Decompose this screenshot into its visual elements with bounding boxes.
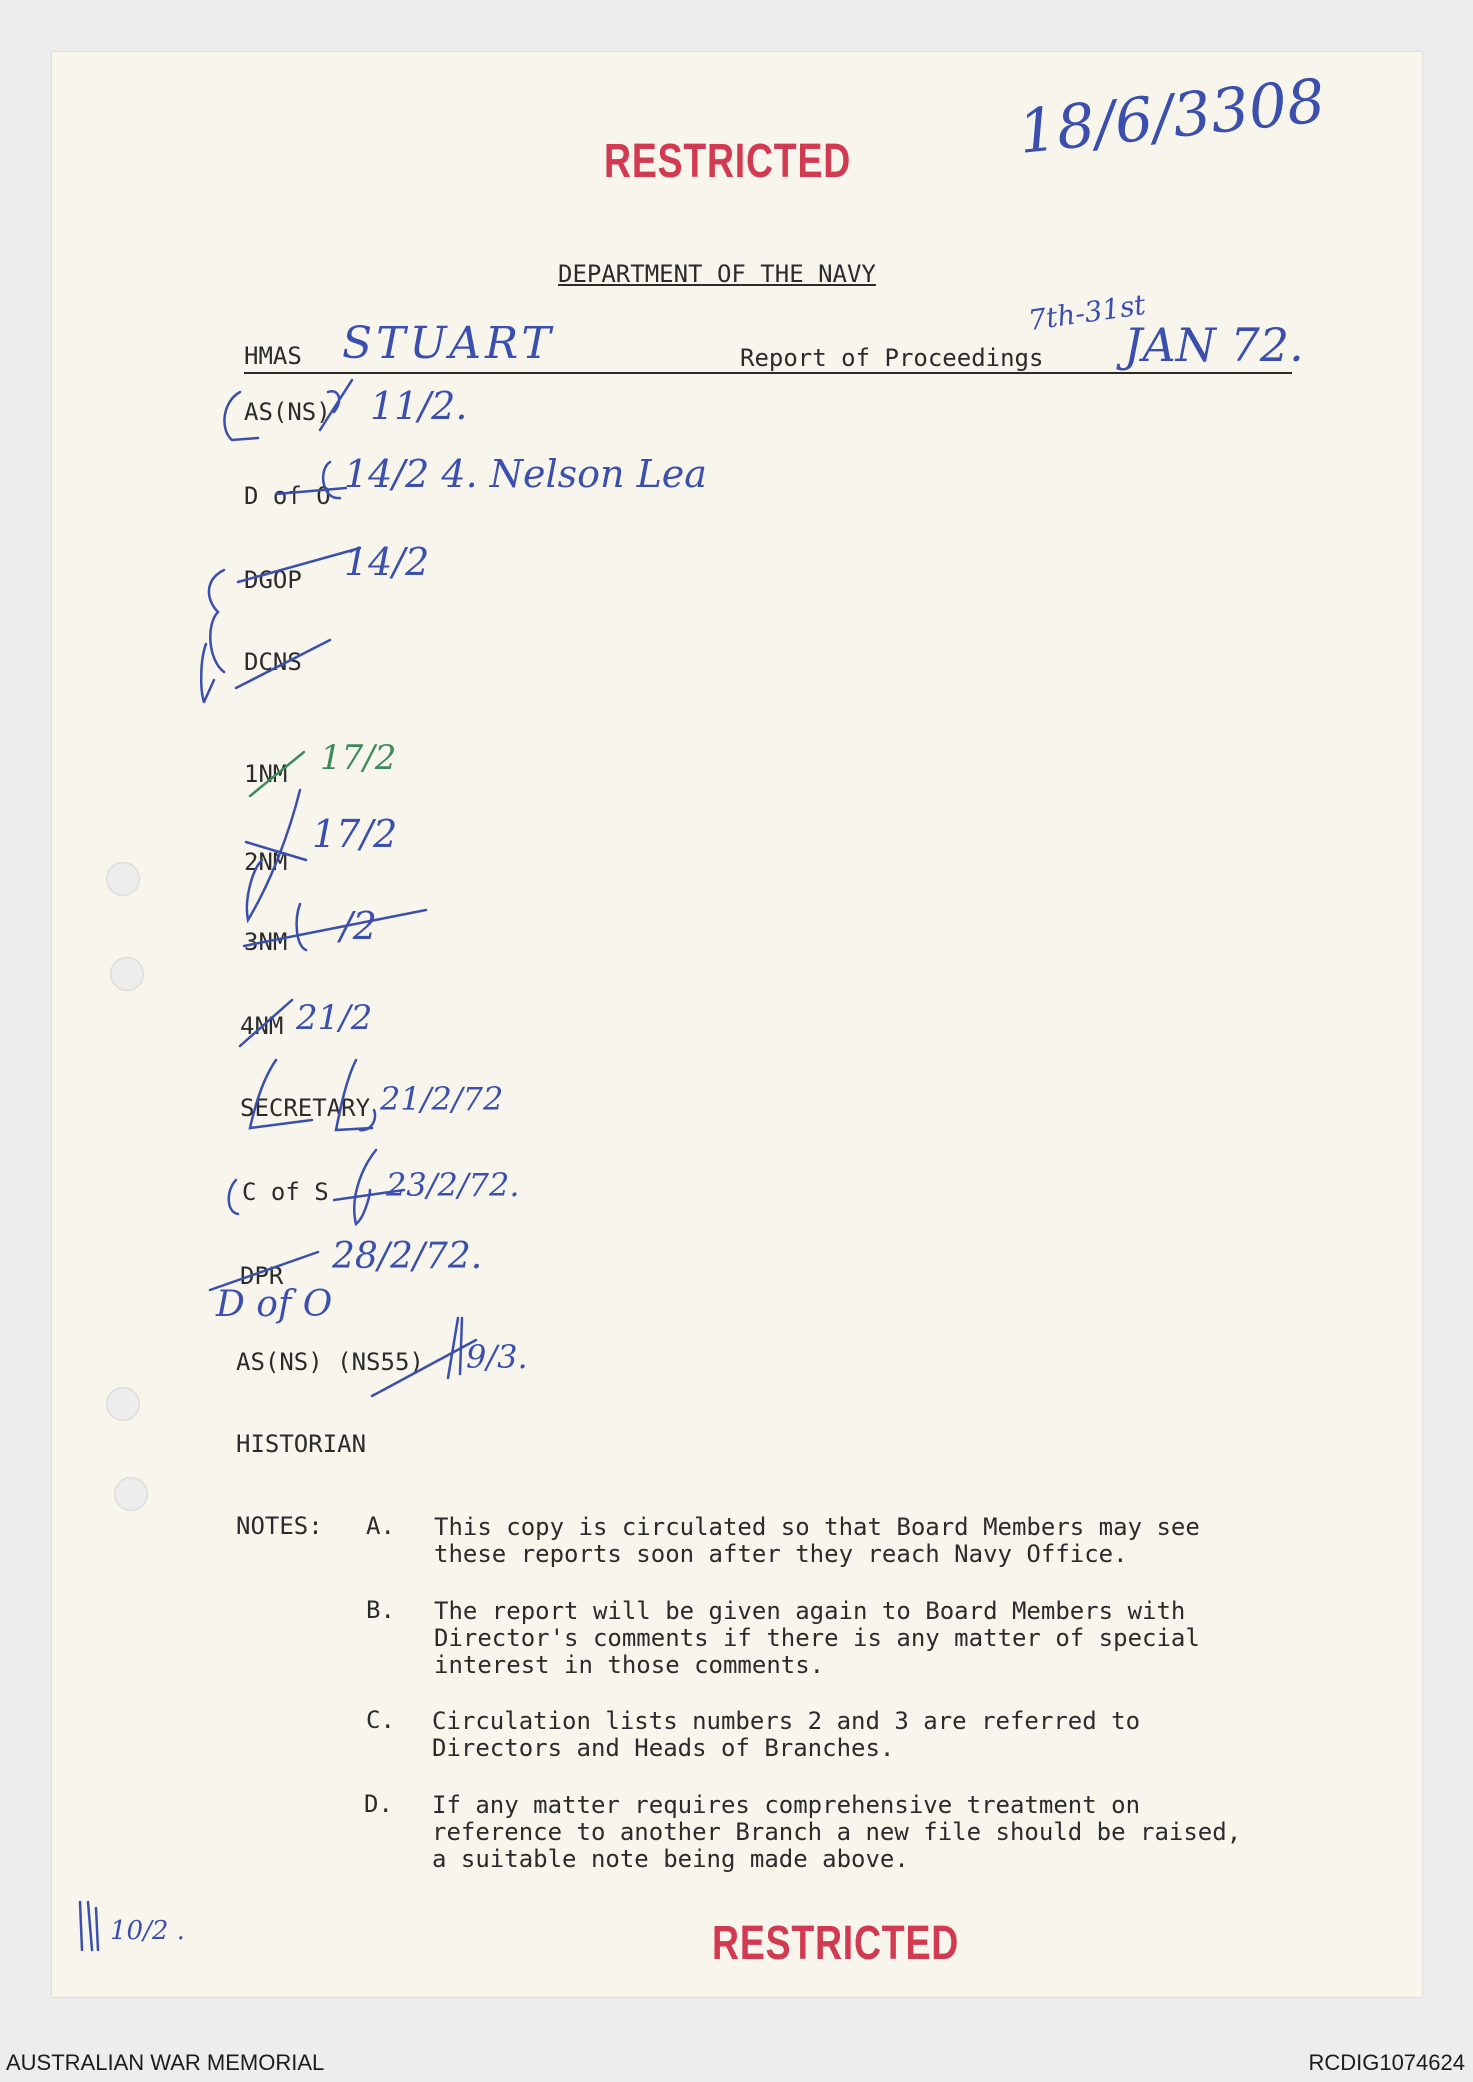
hmas-label: HMAS xyxy=(244,342,302,370)
routing-annotation: 11/2. xyxy=(370,384,468,428)
routing-label: D of O xyxy=(244,482,331,510)
routing-label: 3NM xyxy=(244,928,288,956)
archive-caption-right: RCDIG1074624 xyxy=(1308,2050,1465,2075)
notes-label: NOTES: xyxy=(236,1512,323,1540)
routing-label: SECRETARY xyxy=(240,1094,371,1122)
routing-annotation: 17/2 xyxy=(320,738,397,778)
routing-label: AS(NS) xyxy=(244,398,331,426)
routing-label: C of S xyxy=(242,1178,329,1206)
routing-label: AS(NS) (NS55) xyxy=(236,1348,424,1376)
routing-annotation: 28/2/72. xyxy=(332,1236,483,1277)
routing-annotation: 21/2 xyxy=(296,998,373,1038)
restricted-stamp-top: RESTRICTED xyxy=(604,135,852,188)
note-letter: B. xyxy=(366,1596,395,1624)
routing-label: 4NM xyxy=(240,1012,284,1040)
ship-name: STUART xyxy=(342,318,555,369)
routing-label: DCNS xyxy=(244,648,302,676)
routing-annotation: 17/2 xyxy=(312,812,398,856)
note-text: If any matter requires comprehensive treatment on reference to another Branch a new file should be raised, a suitable note being made above. xyxy=(432,1791,1242,1873)
report-period: JAN 72. xyxy=(1124,318,1304,372)
archive-caption-left: AUSTRALIAN WAR MEMORIAL xyxy=(6,2050,325,2075)
handwritten-d-of-o: D of O xyxy=(216,1284,333,1325)
note-letter: C. xyxy=(366,1706,395,1734)
routing-annotation: 14/2 4. Nelson Lea xyxy=(344,452,707,496)
note-letter: A. xyxy=(366,1512,395,1540)
routing-label: DPR xyxy=(240,1262,284,1290)
note-text: Circulation lists numbers 2 and 3 are referred to Directors and Heads of Branches. xyxy=(432,1707,1141,1762)
routing-label: DGOP xyxy=(244,566,302,594)
footer-initial: 10/2 . xyxy=(110,1916,185,1946)
file-number: 18/6/3308 xyxy=(1015,66,1329,168)
department-heading: DEPARTMENT OF THE NAVY xyxy=(558,260,876,288)
routing-annotation: 9/3. xyxy=(466,1338,528,1376)
routing-annotation: /2 xyxy=(340,904,377,948)
restricted-stamp-bottom: RESTRICTED xyxy=(712,1917,960,1970)
routing-annotation: 23/2/72. xyxy=(386,1166,520,1204)
note-letter: D. xyxy=(364,1790,393,1818)
routing-label: 1NM xyxy=(244,760,288,788)
note-text: This copy is circulated so that Board Members may see these reports soon after they reach Navy Office. xyxy=(434,1513,1200,1568)
routing-annotation: 21/2/72 xyxy=(380,1080,504,1118)
routing-label: 2NM xyxy=(244,848,288,876)
report-period-dates: 7th-31st xyxy=(1026,287,1148,338)
routing-annotation: 14/2 xyxy=(344,540,430,584)
routing-label: HISTORIAN xyxy=(236,1430,367,1458)
report-label: Report of Proceedings xyxy=(740,344,1044,372)
note-text: The report will be given again to Board Members with Director's comments if there is any matter of special interest in those comments. xyxy=(434,1597,1200,1679)
